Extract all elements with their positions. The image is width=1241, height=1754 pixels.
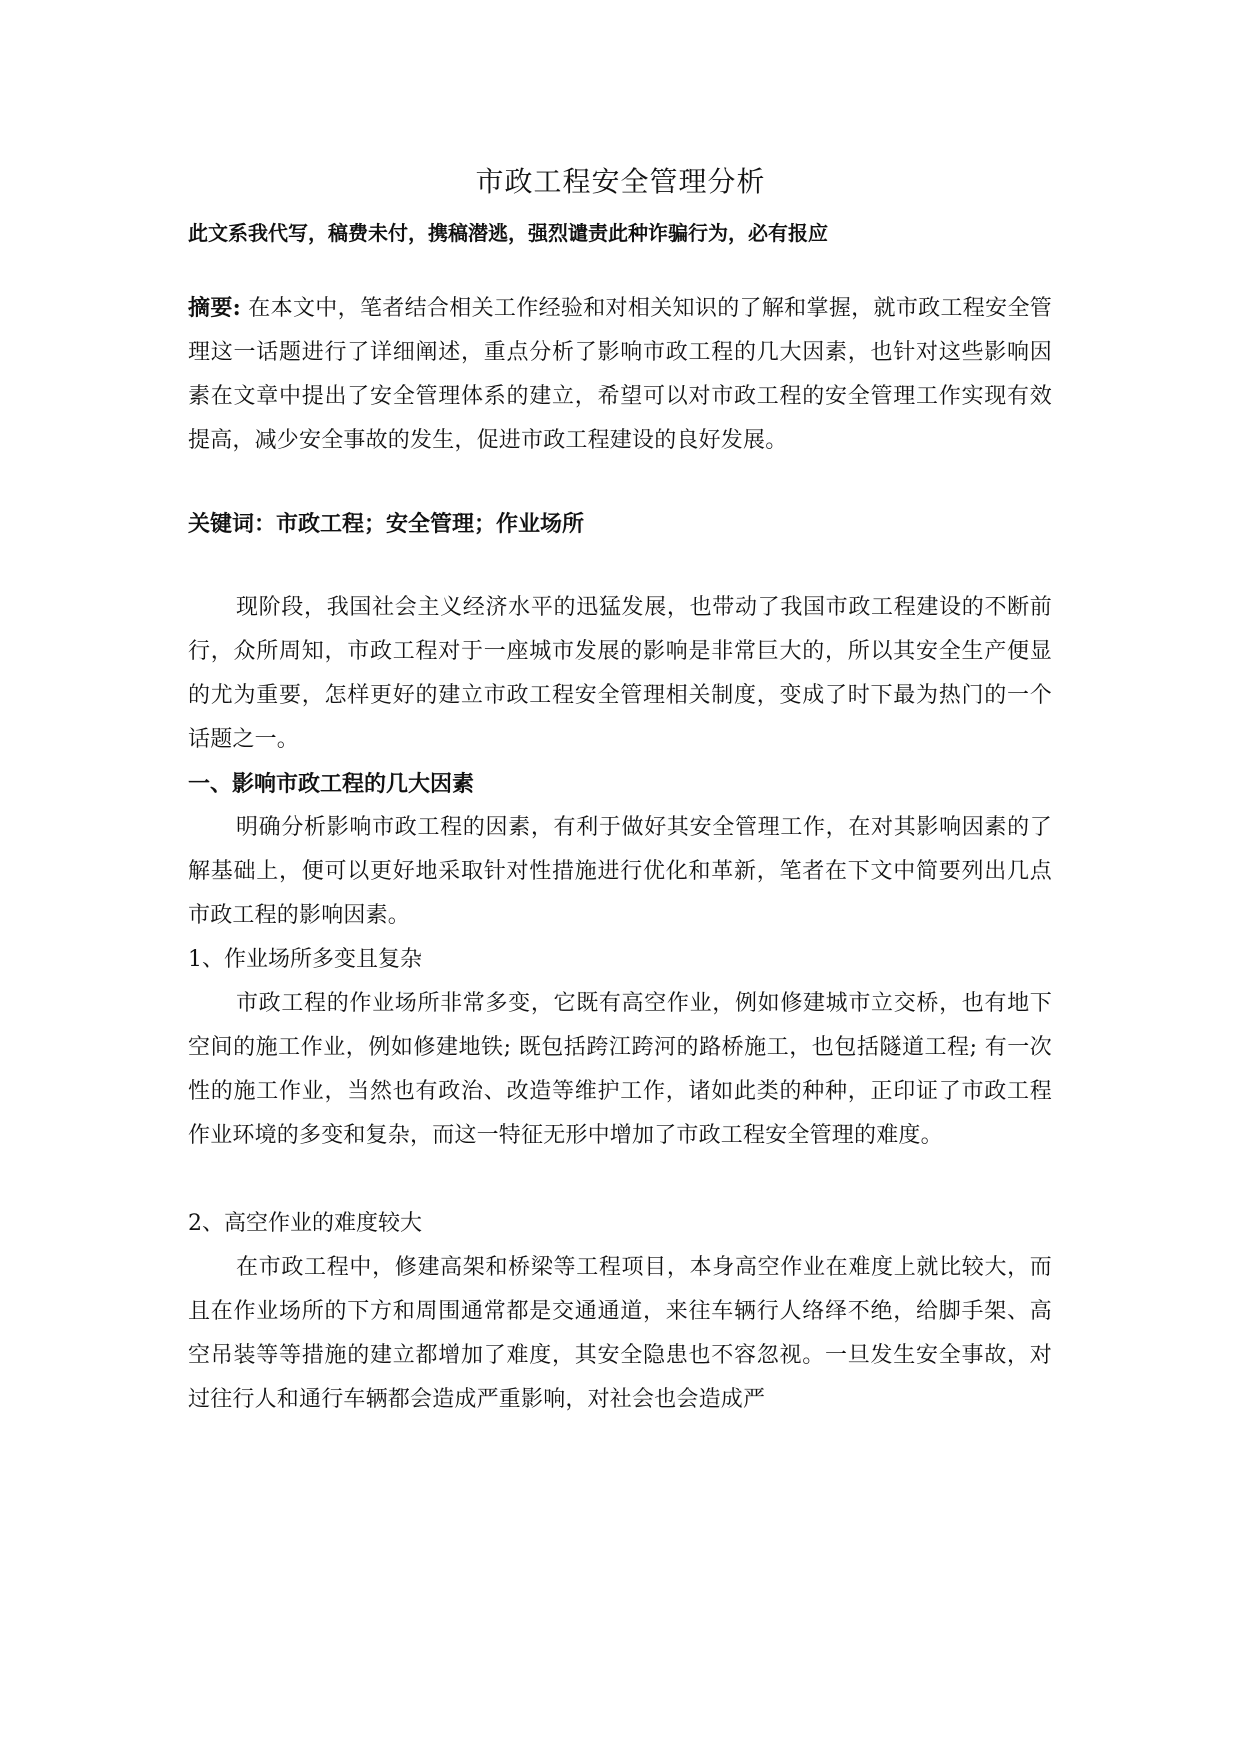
keywords-line: 关键词：市政工程；安全管理；作业场所 [188,511,585,537]
abstract-paragraph [188,286,1052,463]
subsection-2-paragraph: 在市政工程中，修建高架和桥梁等工程项目，本身高空作业在难度上就比较大，而且在作业场所的下方和周围通常都是交通通道，来往车辆行人络绎不绝，给脚手架、高空吊装等等措施的建立都增加了难度，其安全隐患也不容忽视。一旦发生安全事故，对过往行人和通行车辆都会造成严重影响，对社会也会造成严 [188,1255,1052,1412]
section-1-heading: 一、影响市政工程的几大因素 [188,771,475,797]
author-notice: 此文系我代写，稿费未付，携稿潜逃，强烈谴责此种诈骗行为，必有报应 [188,221,828,245]
document-title: 市政工程安全管理分析 [475,165,766,198]
subsection-2-heading: 2、高空作业的难度较大 [188,1211,422,1236]
intro-paragraph: 现阶段，我国社会主义经济水平的迅猛发展，也带动了我国市政工程建设的不断前行，众所周知，市政工程对于一座城市发展的影响是非常巨大的，所以其安全生产便显的尤为重要，怎样更好的建立市政工程安全管理相关制度，变成了时下最为热门的一个话题之一。 [188,595,1052,752]
abstract-text: 在本文中，笔者结合相关工作经验和对相关知识的了解和掌握，就市政工程安全管理这一话题进行了详细阐述，重点分析了影响市政工程的几大因素，也针对这些影响因素在文章中提出了安全管理体系的建立，希望可以对市政工程的安全管理工作实现有效提高，减少安全事故的发生，促进市政工程建设的良好发展。 [188,296,1052,453]
subsection-1-heading: 1、作业场所多变且复杂 [188,947,422,972]
section-1-intro-paragraph: 明确分析影响市政工程的因素，有利于做好其安全管理工作，在对其影响因素的了解基础上，便可以更好地采取针对性措施进行优化和革新，笔者在下文中简要列出几点市政工程的影响因素。 [188,815,1052,928]
subsection-1-paragraph: 市政工程的作业场所非常多变，它既有高空作业，例如修建城市立交桥，也有地下空间的施工作业，例如修建地铁; 既包括跨江跨河的路桥施工，也包括隧道工程; 有一次性的施工作业，当然也有政治、改造等维护工作，诸如此类的种种，正印证了市政工程作业环境的多变和复杂，而这一特征无形中增加了市政工程安全管理的难度。 [188,991,1052,1148]
abstract-label: 摘要: [188,295,241,321]
